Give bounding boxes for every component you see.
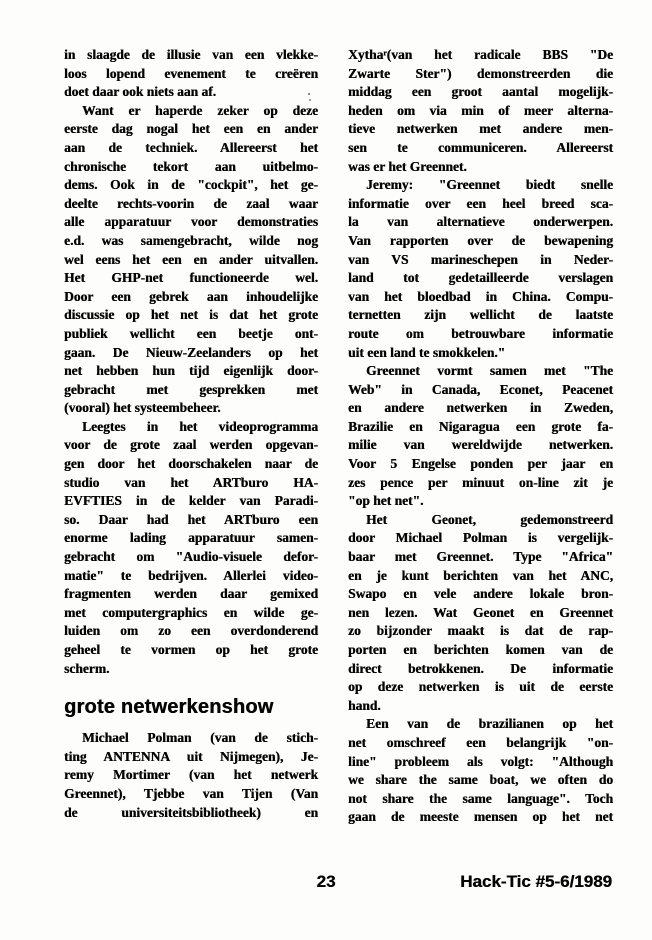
text-line: publiek wellicht een beetje ont-: [64, 325, 318, 341]
text-line: gaan de meeste mensen op het net: [348, 809, 613, 825]
text-line: so. Daar had het ARTburo een: [64, 511, 318, 527]
text-line: gen door het doorschakelen naar de: [64, 456, 318, 472]
text-line: en je kunt berichten van het ANC,: [348, 567, 613, 583]
text-line: voor de grote zaal werden opgevan-: [64, 437, 318, 453]
text-line: milie van wereldwijde netwerken.: [348, 437, 613, 453]
text-line: sen te communiceren. Allereerst: [348, 139, 613, 155]
text-line: chronische tekort aan uitbelmo-: [64, 158, 318, 174]
text-line: Door een gebrek aan inhoudelijke: [64, 288, 318, 304]
text-line: Greennet), Tjebbe van Tijen (Van: [64, 785, 318, 801]
text-line: eerste dag nogal het een en ander: [64, 121, 318, 137]
page-number: 23: [316, 872, 336, 891]
text-line: door Michael Polman is vergelijk-: [348, 530, 613, 546]
text-line: deelte rechts-voorin de zaal waar: [64, 195, 318, 211]
right-column: [348, 46, 613, 827]
text-line: wel eens het een en ander uitvallen.: [64, 251, 318, 267]
text-line: Leegtes in het videoprogramma: [82, 418, 318, 434]
text-line: Jeremy: "Greennet biedt snelle: [366, 177, 613, 193]
text-line: alle apparatuur voor demonstraties: [64, 214, 318, 230]
text-line: dems. Ook in de "cockpit", het ge-: [64, 177, 318, 193]
text-line: uit een land te smokkelen.": [348, 344, 506, 360]
text-line: direct betrokkenen. De informatie: [348, 660, 613, 676]
text-line: middag een groot aantal mogelijk-: [348, 84, 613, 100]
text-line: Want er haperde zeker op deze: [82, 102, 318, 118]
text-line: la van alternatieve onderwerpen.: [348, 214, 613, 230]
text-line: doet daar ook niets aan af.: [64, 84, 217, 100]
text-line: Voor 5 Engelse ponden per jaar en: [348, 456, 613, 472]
text-line: in slaagde de illusie van een vlekke-: [64, 47, 318, 62]
text-line: Het GHP-net functioneerde wel.: [64, 270, 318, 286]
text-line: aan de techniek. Allereerst het: [64, 139, 318, 155]
text-line: luiden om zo een overdonderend: [64, 623, 318, 639]
text-line: remy Mortimer (van het netwerk: [64, 767, 318, 783]
text-line: loos lopend evenement te creëren: [64, 65, 318, 81]
text-line: net omschreef een belangrijk "on-: [348, 734, 613, 750]
text-line: zo bijzonder maakt is dat de rap-: [348, 623, 613, 639]
text-line: Zwarte Ster") demonstreerden die: [348, 65, 613, 81]
text-line: Een van de brazilianen op het: [366, 716, 613, 732]
text-line: tieve netwerken met andere men-: [348, 121, 613, 137]
text-line: Greennet vormt samen met "The: [366, 363, 613, 379]
text-line: Web" in Canada, Econet, Peacenet: [348, 381, 613, 397]
text-line: heden om via min of meer alterna-: [348, 102, 613, 118]
text-line: route om betrouwbare informatie: [348, 325, 613, 341]
text-line: baar met Greennet. Type "Africa": [348, 549, 613, 565]
text-line: fragmenten werden daar gemixed: [64, 586, 318, 602]
text-line: gebracht om "Audio-visuele defor-: [64, 549, 318, 565]
text-line: was er het Greennet.: [348, 158, 467, 174]
text-line: EVFTIES in de kelder van Paradi-: [64, 493, 318, 509]
text-line: gaan. De Nieuw-Zeelanders op het: [64, 344, 318, 360]
text-line: zes pence per minuut on-line zit je: [348, 474, 613, 490]
text-line: Xythaʳ(van het radicale BBS "De: [348, 47, 613, 62]
text-line: (vooral) het systeembeheer.: [64, 400, 221, 416]
text-line: e.d. was samengebracht, wilde nog: [64, 232, 318, 248]
text-line: enorme lading apparatuur samen-: [64, 530, 318, 546]
text-line: hand.: [348, 697, 381, 713]
text-line: net hebben hun tijd eigenlijk door-: [64, 363, 318, 379]
text-line: op deze netwerken is uit de eerste: [348, 679, 613, 695]
scan-artifact: [308, 93, 310, 95]
text-line: Brazilie en Nigaragua een grote fa-: [348, 418, 613, 434]
text-line: Van rapporten over de bewapening: [348, 232, 613, 248]
text-line: ternetten zijn wellicht de laatste: [348, 307, 613, 323]
text-line: scherm.: [64, 660, 110, 676]
text-line: land tot gedetailleerde verslagen: [348, 270, 613, 286]
text-line: informatie over een heel breed sca-: [348, 195, 613, 211]
text-line: line" probleem als volgt: "Although: [348, 753, 613, 769]
text-line: van VS marineschepen in Neder-: [348, 251, 613, 267]
text-line: en andere netwerken in Zweden,: [348, 400, 613, 416]
text-line: "op het net".: [348, 493, 424, 509]
text-line: studio van het ARTburo HA-: [64, 474, 318, 490]
left-column: [64, 46, 318, 822]
text-line: Michael Polman (van de stich-: [82, 730, 318, 746]
text-line: matie" te bedrijven. Allerlei video-: [64, 567, 318, 583]
text-line: van het bloedbad in China. Compu-: [348, 288, 613, 304]
text-line: gebracht met gesprekken met: [64, 381, 318, 397]
text-line: porten en berichten komen van de: [348, 642, 613, 657]
section-heading: grote netwerkenshow: [64, 696, 274, 719]
text-line: met computergraphics en wilde ge-: [64, 604, 318, 620]
text-line: not share the same language". Toch: [348, 790, 613, 806]
text-line: Het Geonet, gedemonstreerd: [366, 511, 613, 527]
text-line: ting ANTENNA uit Nijmegen), Je-: [64, 748, 318, 764]
text-line: we share the same boat, we often do: [348, 772, 613, 788]
issue-label: Hack-Tic #5-6/1989: [460, 872, 612, 891]
text-line: geheel te vormen op het grote: [64, 642, 318, 657]
text-line: nen lezen. Wat Geonet en Greennet: [348, 604, 613, 620]
text-line: Swapo en vele andere lokale bron-: [348, 586, 613, 602]
text-line: discussie op het net is dat het grote: [64, 307, 318, 323]
text-line: de universiteitsbibliotheek) en: [64, 804, 318, 820]
